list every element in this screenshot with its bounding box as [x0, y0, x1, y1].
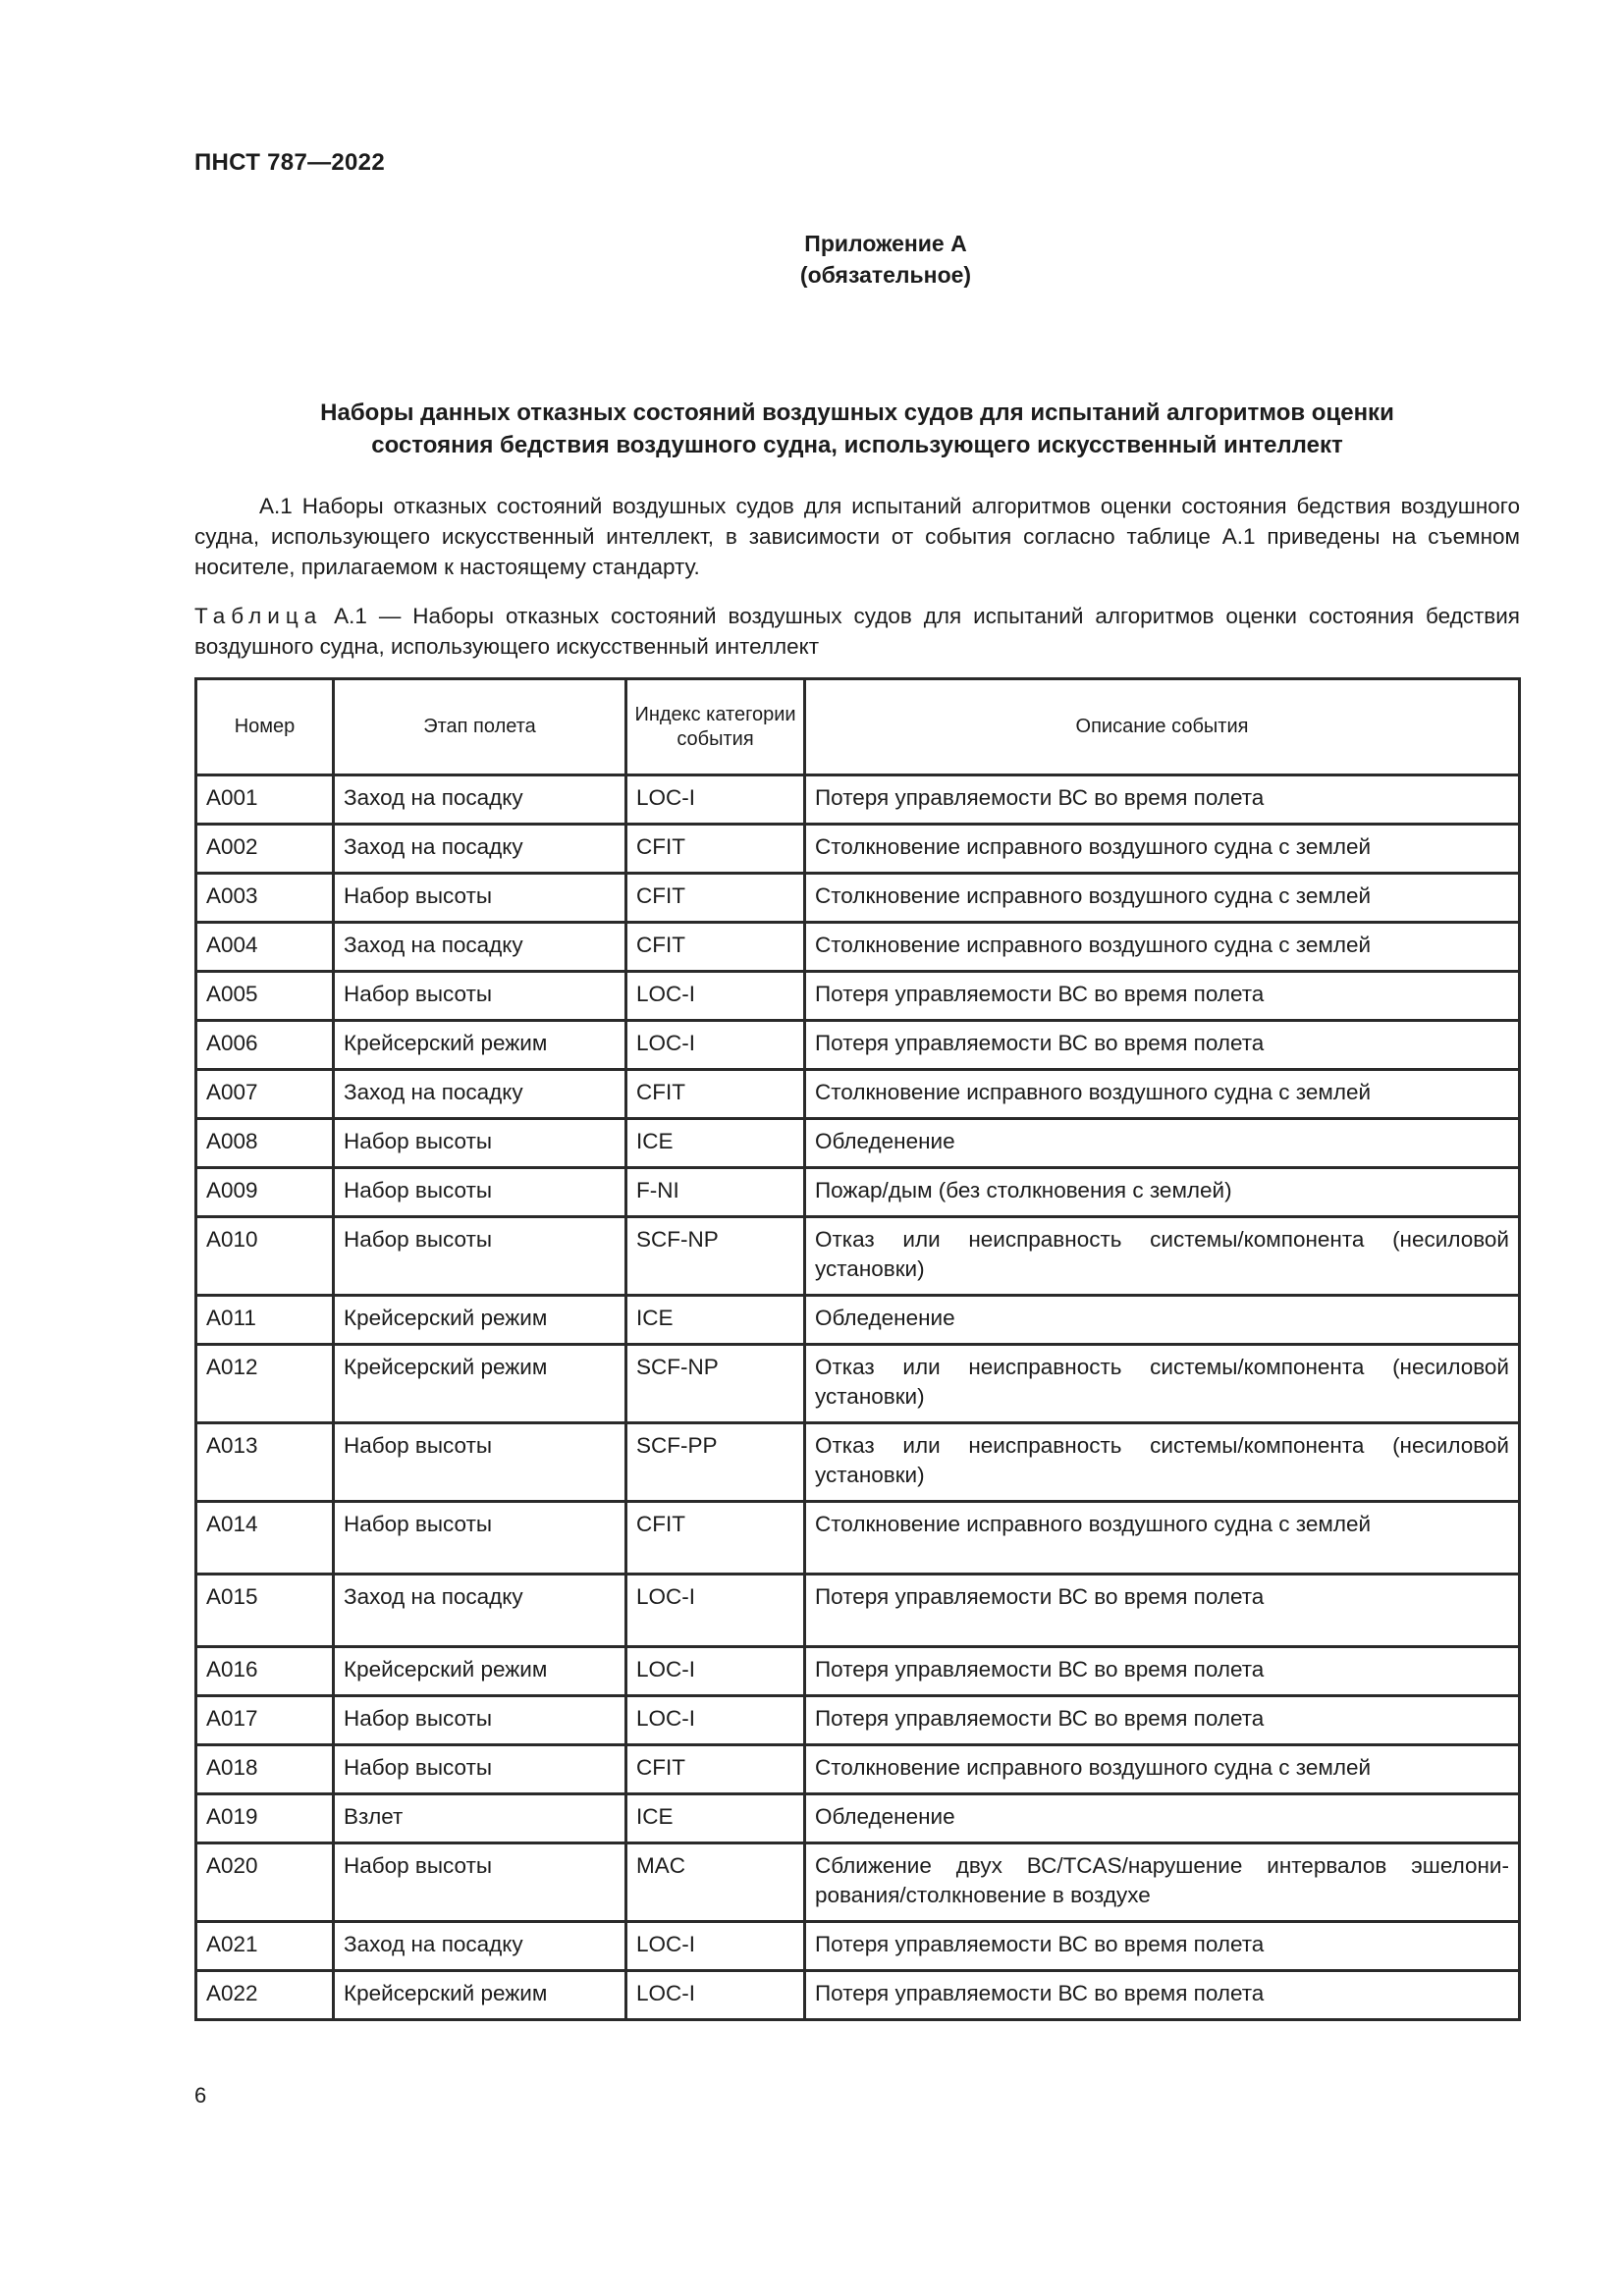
cell-description: Отказ или неисправность системы/компонента (несиловой установки) — [805, 1423, 1520, 1502]
cell-number: А014 — [196, 1502, 334, 1575]
cell-phase: Набор высоты — [334, 1168, 626, 1217]
table-header-row — [196, 679, 1520, 775]
cell-phase: Заход на посадку — [334, 923, 626, 972]
cell-number: А017 — [196, 1696, 334, 1745]
cell-index: LOC-I — [626, 972, 805, 1021]
table-caption-prefix: Таблица — [194, 604, 323, 628]
cell-number: А010 — [196, 1217, 334, 1296]
cell-description: Потеря управляемости ВС во время полета — [805, 775, 1520, 825]
cell-number: А008 — [196, 1119, 334, 1168]
cell-number: А016 — [196, 1647, 334, 1696]
cell-number: А001 — [196, 775, 334, 825]
table-row — [196, 1971, 1520, 2020]
cell-phase: Набор высоты — [334, 874, 626, 923]
cell-description: Потеря управляемости ВС во время полета — [805, 1647, 1520, 1696]
cell-description: Столкновение исправного воздушного судна с землей — [805, 923, 1520, 972]
cell-index: CFIT — [626, 1745, 805, 1794]
cell-phase: Набор высоты — [334, 972, 626, 1021]
cell-phase: Заход на посадку — [334, 825, 626, 874]
section-title-line: Наборы данных отказных состояний воздушных судов для испытаний алгоритмов оценки — [320, 400, 1394, 426]
cell-description: Потеря управляемости ВС во время полета — [805, 1696, 1520, 1745]
cell-index: LOC-I — [626, 1922, 805, 1971]
appendix-status: (обязательное) — [799, 262, 972, 288]
cell-number: А015 — [196, 1575, 334, 1647]
cell-index: LOC-I — [626, 1696, 805, 1745]
table-row — [196, 1696, 1520, 1745]
cell-description: Столкновение исправного воздушного судна с землей — [805, 1745, 1520, 1794]
cell-number: А013 — [196, 1423, 334, 1502]
table-row — [196, 1423, 1520, 1502]
table-row — [196, 1119, 1520, 1168]
cell-number: А002 — [196, 825, 334, 874]
table-row — [196, 1502, 1520, 1575]
cell-index: CFIT — [626, 825, 805, 874]
column-header-index: Индекс категории события — [626, 679, 805, 775]
cell-phase: Крейсерский режим — [334, 1971, 626, 2020]
column-header-phase: Этап полета — [334, 679, 626, 775]
events-table — [194, 677, 1521, 2021]
appendix-heading — [0, 228, 1624, 291]
cell-phase: Заход на посадку — [334, 1575, 626, 1647]
cell-description: Потеря управляемости ВС во время полета — [805, 1922, 1520, 1971]
table-row — [196, 1021, 1520, 1070]
cell-description: Обледенение — [805, 1296, 1520, 1345]
cell-number: А020 — [196, 1843, 334, 1922]
cell-index: ICE — [626, 1794, 805, 1843]
table-caption — [194, 601, 1520, 662]
table-row — [196, 1070, 1520, 1119]
cell-index: CFIT — [626, 1502, 805, 1575]
cell-number: А009 — [196, 1168, 334, 1217]
cell-description: Столкновение исправного воздушного судна с землей — [805, 874, 1520, 923]
cell-description: Потеря управляемости ВС во время полета — [805, 1021, 1520, 1070]
cell-phase: Набор высоты — [334, 1745, 626, 1794]
cell-description: Столкновение исправного воздушного судна с землей — [805, 825, 1520, 874]
cell-index: CFIT — [626, 923, 805, 972]
cell-index: LOC-I — [626, 1575, 805, 1647]
table-row — [196, 775, 1520, 825]
cell-number: А022 — [196, 1971, 334, 2020]
cell-phase: Набор высоты — [334, 1502, 626, 1575]
table-row — [196, 1296, 1520, 1345]
cell-description: Обледенение — [805, 1119, 1520, 1168]
cell-phase: Набор высоты — [334, 1696, 626, 1745]
cell-phase: Взлет — [334, 1794, 626, 1843]
table-row — [196, 1575, 1520, 1647]
cell-index: F-NI — [626, 1168, 805, 1217]
cell-phase: Крейсерский режим — [334, 1345, 626, 1423]
cell-description: Сближение двух ВС/TCAS/нарушение интервалов эшелонирования/столкновение в воздухе — [805, 1843, 1520, 1922]
cell-number: А005 — [196, 972, 334, 1021]
table-body — [196, 775, 1520, 2020]
table-row — [196, 825, 1520, 874]
cell-phase: Заход на посадку — [334, 1070, 626, 1119]
body-paragraph: А.1 Наборы отказных состояний воздушных судов для испытаний алгоритмов оценки состояния бедствия воздушного судна, использующего искусственный интеллект, в зависимости от события согласно таблице А.1 приведены на съемном носителе, прилагаемом к настоящему стандарту. — [194, 494, 1520, 579]
cell-index: LOC-I — [626, 775, 805, 825]
cell-number: А021 — [196, 1922, 334, 1971]
table-caption-text: А.1 — Наборы отказных состояний воздушных судов для испытаний алгоритмов оценки состояния бедствия воздушного судна, использующего искусственный интеллект — [194, 604, 1520, 659]
page-number: 6 — [194, 2083, 207, 2108]
cell-phase: Набор высоты — [334, 1423, 626, 1502]
table-row — [196, 1168, 1520, 1217]
cell-index: ICE — [626, 1296, 805, 1345]
cell-number: А012 — [196, 1345, 334, 1423]
table-row — [196, 1843, 1520, 1922]
cell-number: А019 — [196, 1794, 334, 1843]
table-row — [196, 1217, 1520, 1296]
table-row — [196, 1345, 1520, 1423]
cell-phase: Заход на посадку — [334, 775, 626, 825]
cell-index: SCF-NP — [626, 1217, 805, 1296]
table-row — [196, 1794, 1520, 1843]
cell-index: LOC-I — [626, 1021, 805, 1070]
table-row — [196, 972, 1520, 1021]
appendix-title: Приложение А — [804, 231, 967, 256]
cell-number: А007 — [196, 1070, 334, 1119]
cell-phase: Заход на посадку — [334, 1922, 626, 1971]
document-code: ПНСТ 787—2022 — [194, 149, 385, 176]
table-row — [196, 1922, 1520, 1971]
section-title-line: состояния бедствия воздушного судна, использующего искусственный интеллект — [371, 432, 1343, 458]
cell-description: Столкновение исправного воздушного судна с землей — [805, 1070, 1520, 1119]
cell-index: LOC-I — [626, 1647, 805, 1696]
cell-description: Потеря управляемости ВС во время полета — [805, 1971, 1520, 2020]
table-row — [196, 1745, 1520, 1794]
cell-number: А018 — [196, 1745, 334, 1794]
column-header-description: Описание события — [805, 679, 1520, 775]
cell-number: А011 — [196, 1296, 334, 1345]
column-header-number: Номер — [196, 679, 334, 775]
cell-index: MAC — [626, 1843, 805, 1922]
cell-description: Потеря управляемости ВС во время полета — [805, 1575, 1520, 1647]
cell-number: А003 — [196, 874, 334, 923]
cell-index: SCF-PP — [626, 1423, 805, 1502]
cell-description: Пожар/дым (без столкновения с землей) — [805, 1168, 1520, 1217]
table-row — [196, 1647, 1520, 1696]
cell-phase: Крейсерский режим — [334, 1021, 626, 1070]
cell-description: Обледенение — [805, 1794, 1520, 1843]
cell-number: А006 — [196, 1021, 334, 1070]
section-title — [194, 397, 1520, 461]
cell-index: CFIT — [626, 1070, 805, 1119]
cell-description: Столкновение исправного воздушного судна с землей — [805, 1502, 1520, 1575]
cell-description: Отказ или неисправность системы/компонента (несиловой установки) — [805, 1217, 1520, 1296]
cell-index: CFIT — [626, 874, 805, 923]
cell-phase: Крейсерский режим — [334, 1296, 626, 1345]
table-row — [196, 923, 1520, 972]
cell-index: LOC-I — [626, 1971, 805, 2020]
cell-index: SCF-NP — [626, 1345, 805, 1423]
cell-phase: Крейсерский режим — [334, 1647, 626, 1696]
cell-number: А004 — [196, 923, 334, 972]
table-row — [196, 874, 1520, 923]
cell-description: Отказ или неисправность системы/компонента (несиловой установки) — [805, 1345, 1520, 1423]
cell-phase: Набор высоты — [334, 1119, 626, 1168]
cell-description: Потеря управляемости ВС во время полета — [805, 972, 1520, 1021]
cell-phase: Набор высоты — [334, 1843, 626, 1922]
cell-phase: Набор высоты — [334, 1217, 626, 1296]
cell-index: ICE — [626, 1119, 805, 1168]
